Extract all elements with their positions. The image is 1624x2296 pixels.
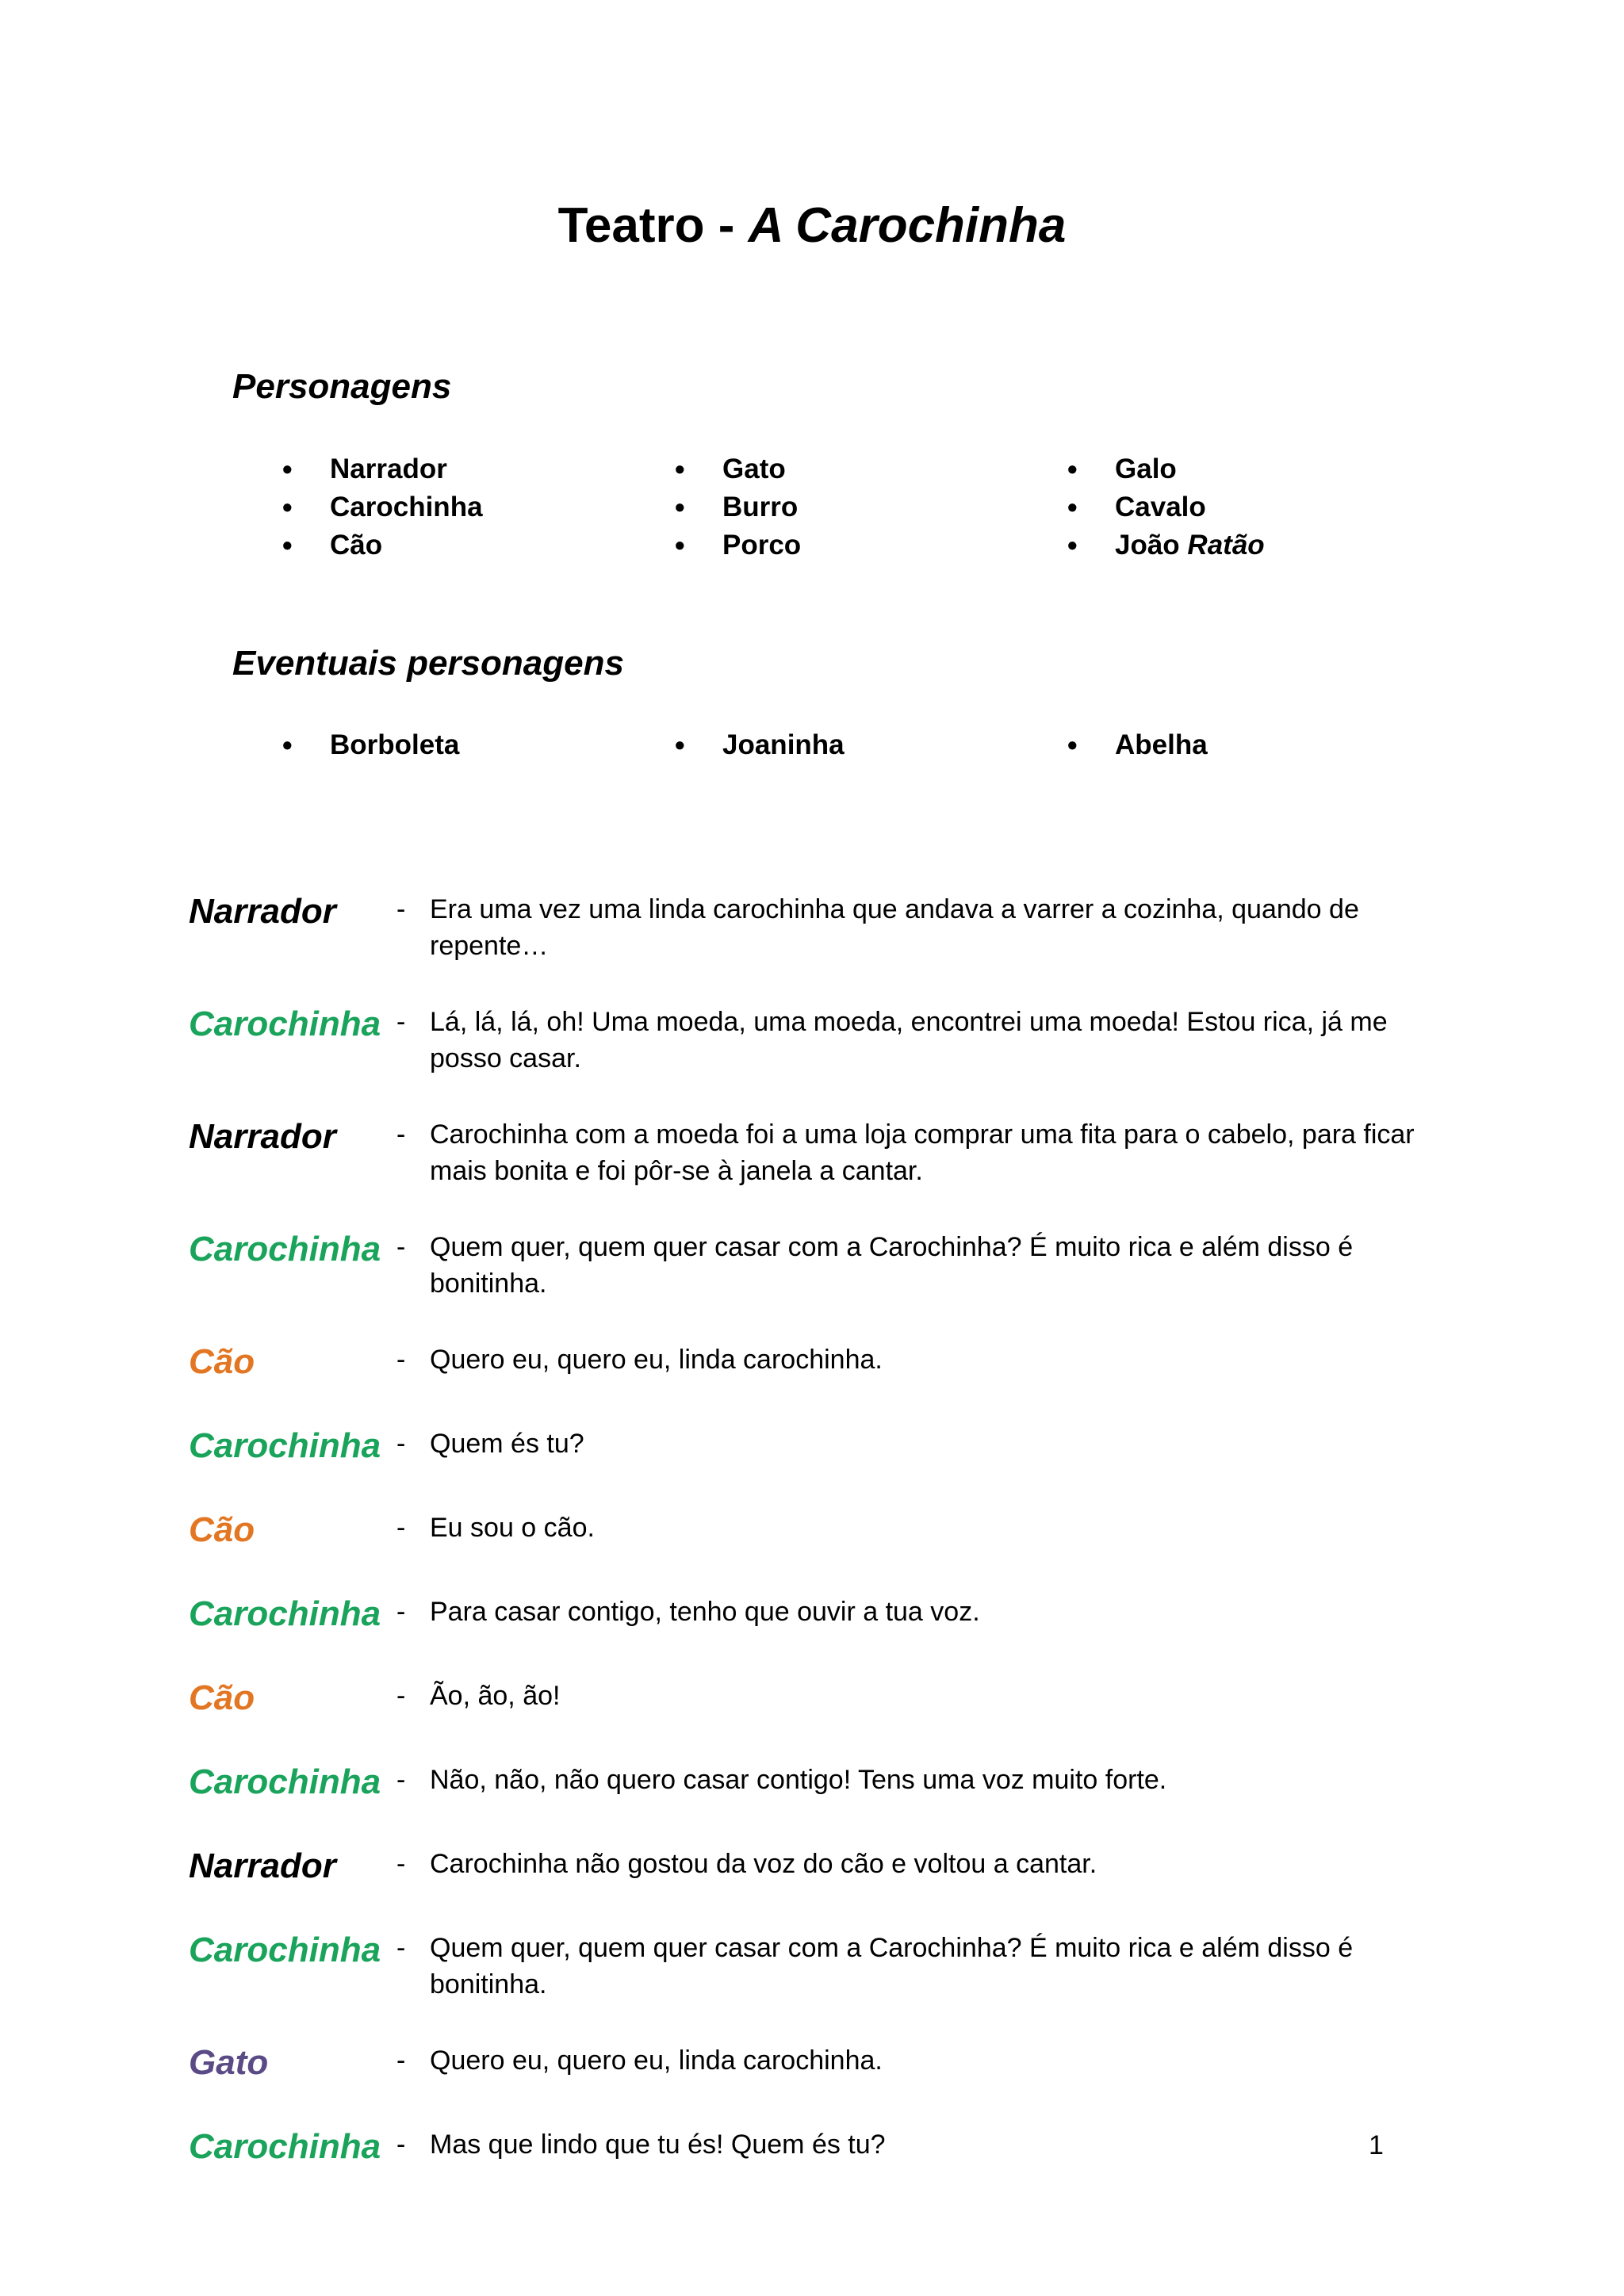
dialogue-line [189, 1590, 1457, 1638]
speaker-name: Cão [189, 1342, 255, 1381]
character-item [1063, 450, 1308, 488]
dialogue-dash: - [396, 1933, 406, 1963]
character-name: Cão [330, 530, 383, 561]
eventuais-list [278, 726, 1308, 764]
dialogue-dash: - [396, 1345, 406, 1375]
character-item [670, 726, 1063, 764]
character-name: Borboleta [330, 729, 460, 760]
speech-text: Quero eu, quero eu, linda carochinha. [430, 2045, 883, 2076]
character-item [670, 526, 1063, 564]
character-item [1063, 488, 1308, 526]
eventuais-heading: Eventuais personagens [232, 644, 624, 683]
character-name-italic: Ratão [1187, 530, 1265, 561]
dialogue-line [189, 1758, 1457, 1806]
dialogue-dash: - [396, 1513, 406, 1543]
dialogue-list [189, 888, 1457, 2207]
speaker-name: Cão [189, 1678, 255, 1717]
dialogue-dash: - [396, 1849, 406, 1879]
character-item [278, 450, 670, 488]
dialogue-line [189, 1843, 1457, 1890]
dialogue-dash: - [396, 2130, 406, 2160]
character-name: Carochinha [330, 492, 483, 522]
speech-text: Quero eu, quero eu, linda carochinha. [430, 1345, 883, 1375]
character-name: Galo [1115, 453, 1177, 484]
character-name: Narrador [330, 453, 447, 484]
speech-text: Quem quer, quem quer casar com a Carochinha? É muito rica e além disso é bonitinha. [430, 1232, 1354, 1299]
dialogue-line [189, 1001, 1457, 1077]
character-item [1063, 526, 1308, 564]
character-name: Porco [722, 530, 802, 561]
dialogue-dash: - [396, 2045, 406, 2076]
speech-text: Quem és tu? [430, 1429, 584, 1459]
personagens-list [278, 450, 1308, 564]
speech-text: Mas que lindo que tu és! Quem és tu? [430, 2130, 886, 2160]
dialogue-line [189, 1226, 1457, 1302]
dialogue-dash: - [396, 1681, 406, 1711]
dialogue-line [189, 888, 1457, 964]
character-name: Abelha [1115, 729, 1208, 760]
title-italic: A Carochinha [748, 198, 1067, 253]
dialogue-line [189, 1927, 1457, 2003]
dialogue-dash: - [396, 1232, 406, 1262]
dialogue-dash: - [396, 894, 406, 924]
dialogue-dash: - [396, 1429, 406, 1459]
dialogue-line [189, 2039, 1457, 2087]
character-item [1063, 726, 1308, 764]
speech-text: Eu sou o cão. [430, 1513, 595, 1543]
character-item [670, 450, 1063, 488]
speaker-name: Carochinha [189, 1230, 381, 1269]
dialogue-line [189, 1338, 1457, 1386]
dialogue-line [189, 1506, 1457, 1554]
character-item [278, 726, 670, 764]
character-item [278, 526, 670, 564]
speaker-name: Narrador [189, 1117, 336, 1156]
speech-text: Para casar contigo, tenho que ouvir a tua voz. [430, 1597, 980, 1627]
speech-text: Era uma vez uma linda carochinha que andava a varrer a cozinha, quando de repente… [430, 894, 1359, 961]
personagens-heading: Personagens [232, 367, 452, 406]
speaker-name: Carochinha [189, 1931, 381, 1969]
character-item [278, 488, 670, 526]
speaker-name: Carochinha [189, 1004, 381, 1043]
speech-text: Carochinha não gostou da voz do cão e voltou a cantar. [430, 1849, 1097, 1879]
speaker-name: Cão [189, 1510, 255, 1549]
speech-text: Ão, ão, ão! [430, 1681, 561, 1711]
character-name: Burro [722, 492, 799, 522]
page-number: 1 [1369, 2130, 1384, 2160]
speech-text: Lá, lá, lá, oh! Uma moeda, uma moeda, encontrei uma moeda! Estou rica, já me posso casar. [430, 1007, 1388, 1073]
dialogue-line [189, 2123, 1457, 2171]
dialogue-dash: - [396, 1007, 406, 1037]
dialogue-line [189, 1674, 1457, 1722]
character-item [670, 488, 1063, 526]
dialogue-dash: - [396, 1765, 406, 1795]
speaker-name: Gato [189, 2043, 269, 2082]
speech-text: Quem quer, quem quer casar com a Carochinha? É muito rica e além disso é bonitinha. [430, 1933, 1354, 1999]
title-prefix: Teatro - [557, 198, 749, 253]
speech-text: Não, não, não quero casar contigo! Tens uma voz muito forte. [430, 1765, 1167, 1795]
document-title [0, 190, 1624, 262]
speaker-name: Carochinha [189, 1594, 381, 1633]
character-name: João [1115, 530, 1188, 561]
speaker-name: Carochinha [189, 2127, 381, 2166]
speaker-name: Narrador [189, 1846, 336, 1885]
speaker-name: Carochinha [189, 1426, 381, 1465]
dialogue-dash: - [396, 1119, 406, 1150]
speaker-name: Narrador [189, 892, 336, 931]
speech-text: Carochinha com a moeda foi a uma loja comprar uma fita para o cabelo, para ficar mais bonita e foi pôr-se à janela a cantar. [430, 1119, 1415, 1186]
dialogue-line [189, 1422, 1457, 1470]
character-name: Joaninha [722, 729, 845, 760]
character-name: Cavalo [1115, 492, 1206, 522]
dialogue-dash: - [396, 1597, 406, 1627]
dialogue-line [189, 1113, 1457, 1189]
character-name: Gato [722, 453, 786, 484]
speaker-name: Carochinha [189, 1762, 381, 1801]
